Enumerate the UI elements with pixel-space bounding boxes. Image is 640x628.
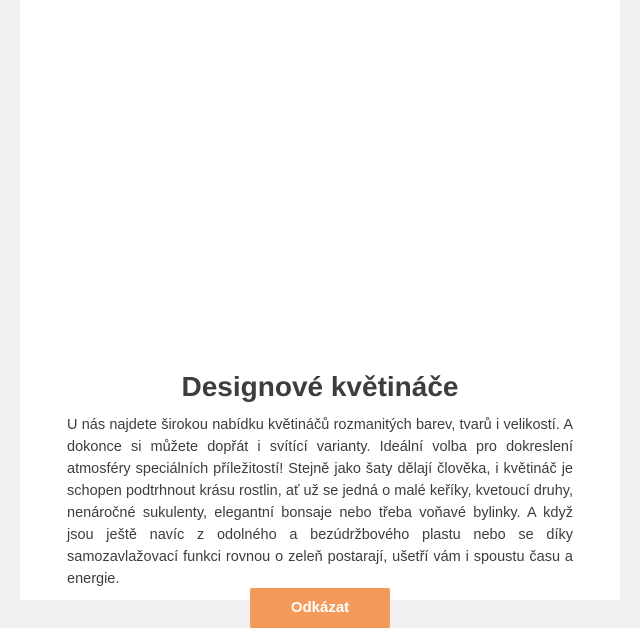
hero-image: [20, 0, 620, 350]
content-card: [20, 0, 620, 616]
cta-button[interactable]: Odkázat: [250, 588, 390, 628]
section-title: Designové květináče: [181, 371, 459, 402]
section-description: U nás najdete širokou nabídku květináčů rozmanitých barev, tvarů i velikostí. A dokonce si můžete dopřát i svítící varianty. Ideální volba pro dokreslení atmosféry speciálních příležitostí! Stejně jako šaty dělají člověka, i květináč je schopen podtrhnout krásu rostlin, ať už se jedná o malé keříky, kvetoucí druhy, nenáročné sukulenty, elegantní bonsaje nebo třeba voňavé bylinky. A když jsou ještě navíc z odolného a bezúdržbového plastu nebo se díky samozavlažovací funkci rovnou o zeleň postarají, ušetří vám i spoustu času a energie.: [67, 417, 573, 587]
